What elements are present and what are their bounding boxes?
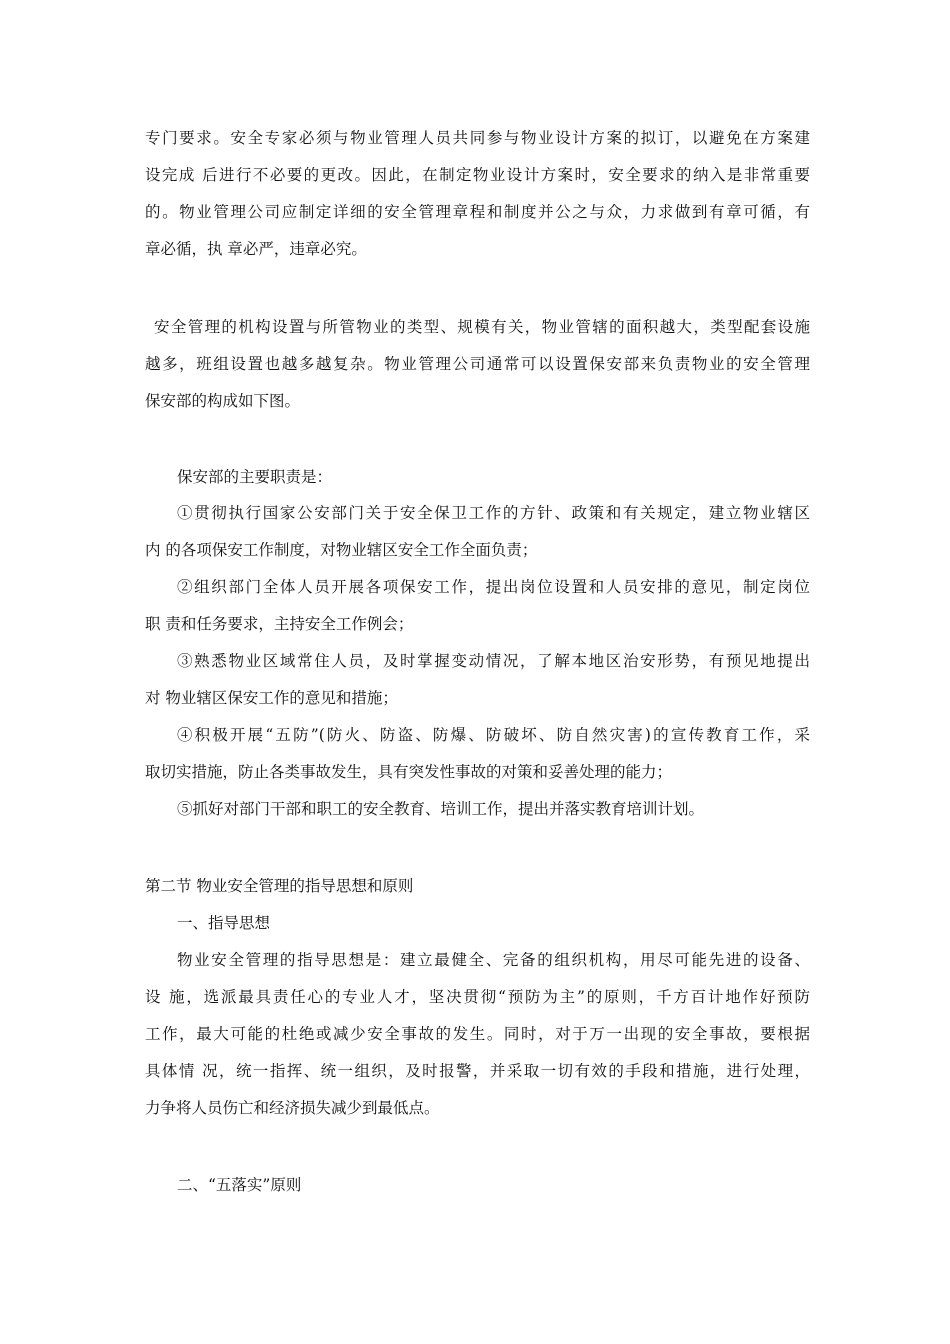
paragraph-line: 力争将人员伤亡和经济损失减少到最低点。 bbox=[145, 1099, 440, 1117]
duty-item-3: ③熟悉物业区域常住人员，及时掌握变动情况，了解本地区治安形势，有预见地提出 bbox=[177, 652, 810, 670]
paragraph-line: 专门要求。安全专家必须与物业管理人员共同参与物业设计方案的拟订，以避免在方案建 bbox=[145, 129, 810, 147]
paragraph-line: 设 施，选派最具责任心的专业人才，坚决贯彻“预防为主”的原则，千方百计地作好预防 bbox=[145, 988, 810, 1006]
duty-item-1-cont: 内 的各项保安工作制度，对物业辖区安全工作全面负责； bbox=[145, 541, 538, 559]
paragraph-line: 保安部的构成如下图。 bbox=[145, 392, 301, 410]
duty-item-3-cont: 对 物业辖区保安工作的意见和措施； bbox=[145, 689, 398, 707]
subsection-title: 一、指导思想 bbox=[177, 914, 271, 932]
paragraph-line: 物业安全管理的指导思想是：建立最健全、完备的组织机构，用尽可能先进的设备、 bbox=[177, 951, 810, 969]
section-title: 第二节 物业安全管理的指导思想和原则 bbox=[145, 877, 414, 895]
duty-item-5: ⑤抓好对部门干部和职工的安全教育、培训工作，提出并落实教育培训计划。 bbox=[177, 800, 705, 818]
subsection-title: 二、“五落实”原则 bbox=[177, 1176, 302, 1194]
duty-item-2-cont: 职 责和任务要求，主持安全工作例会； bbox=[145, 615, 414, 633]
duty-item-4: ④积极开展“五防”(防火、防盗、防爆、防破坏、防自然灾害)的宣传教育工作，采 bbox=[177, 726, 810, 744]
paragraph-line: 设完成 后进行不必要的更改。因此，在制定物业设计方案时，安全要求的纳入是非常重要 bbox=[145, 166, 810, 184]
duty-item-4-cont: 取切实措施，防止各类事故发生，具有突发性事故的对策和妥善处理的能力； bbox=[145, 763, 673, 781]
paragraph-line: 工作，最大可能的杜绝或减少安全事故的发生。同时，对于万一出现的安全事故，要根据 bbox=[145, 1025, 810, 1043]
duty-item-1: ①贯彻执行国家公安部门关于安全保卫工作的方针、政策和有关规定，建立物业辖区 bbox=[177, 504, 810, 522]
duties-heading: 保安部的主要职责是： bbox=[177, 468, 333, 486]
paragraph-line: 的。物业管理公司应制定详细的安全管理章程和制度并公之与众，力求做到有章可循，有 bbox=[145, 203, 810, 221]
duty-item-2: ②组织部门全体人员开展各项保安工作，提出岗位设置和人员安排的意见，制定岗位 bbox=[177, 578, 810, 596]
paragraph-line: 安全管理的机构设置与所管物业的类型、规模有关，物业管辖的面积越大，类型配套设施 bbox=[154, 318, 810, 336]
paragraph-line: 具体情 况，统一指挥、统一组织，及时报警，并采取一切有效的手段和措施，进行处理， bbox=[145, 1062, 810, 1080]
paragraph-line: 章必循，执 章必严，违章必究。 bbox=[145, 240, 367, 258]
paragraph-line: 越多，班组设置也越多越复杂。物业管理公司通常可以设置保安部来负责物业的安全管理 bbox=[145, 355, 810, 373]
